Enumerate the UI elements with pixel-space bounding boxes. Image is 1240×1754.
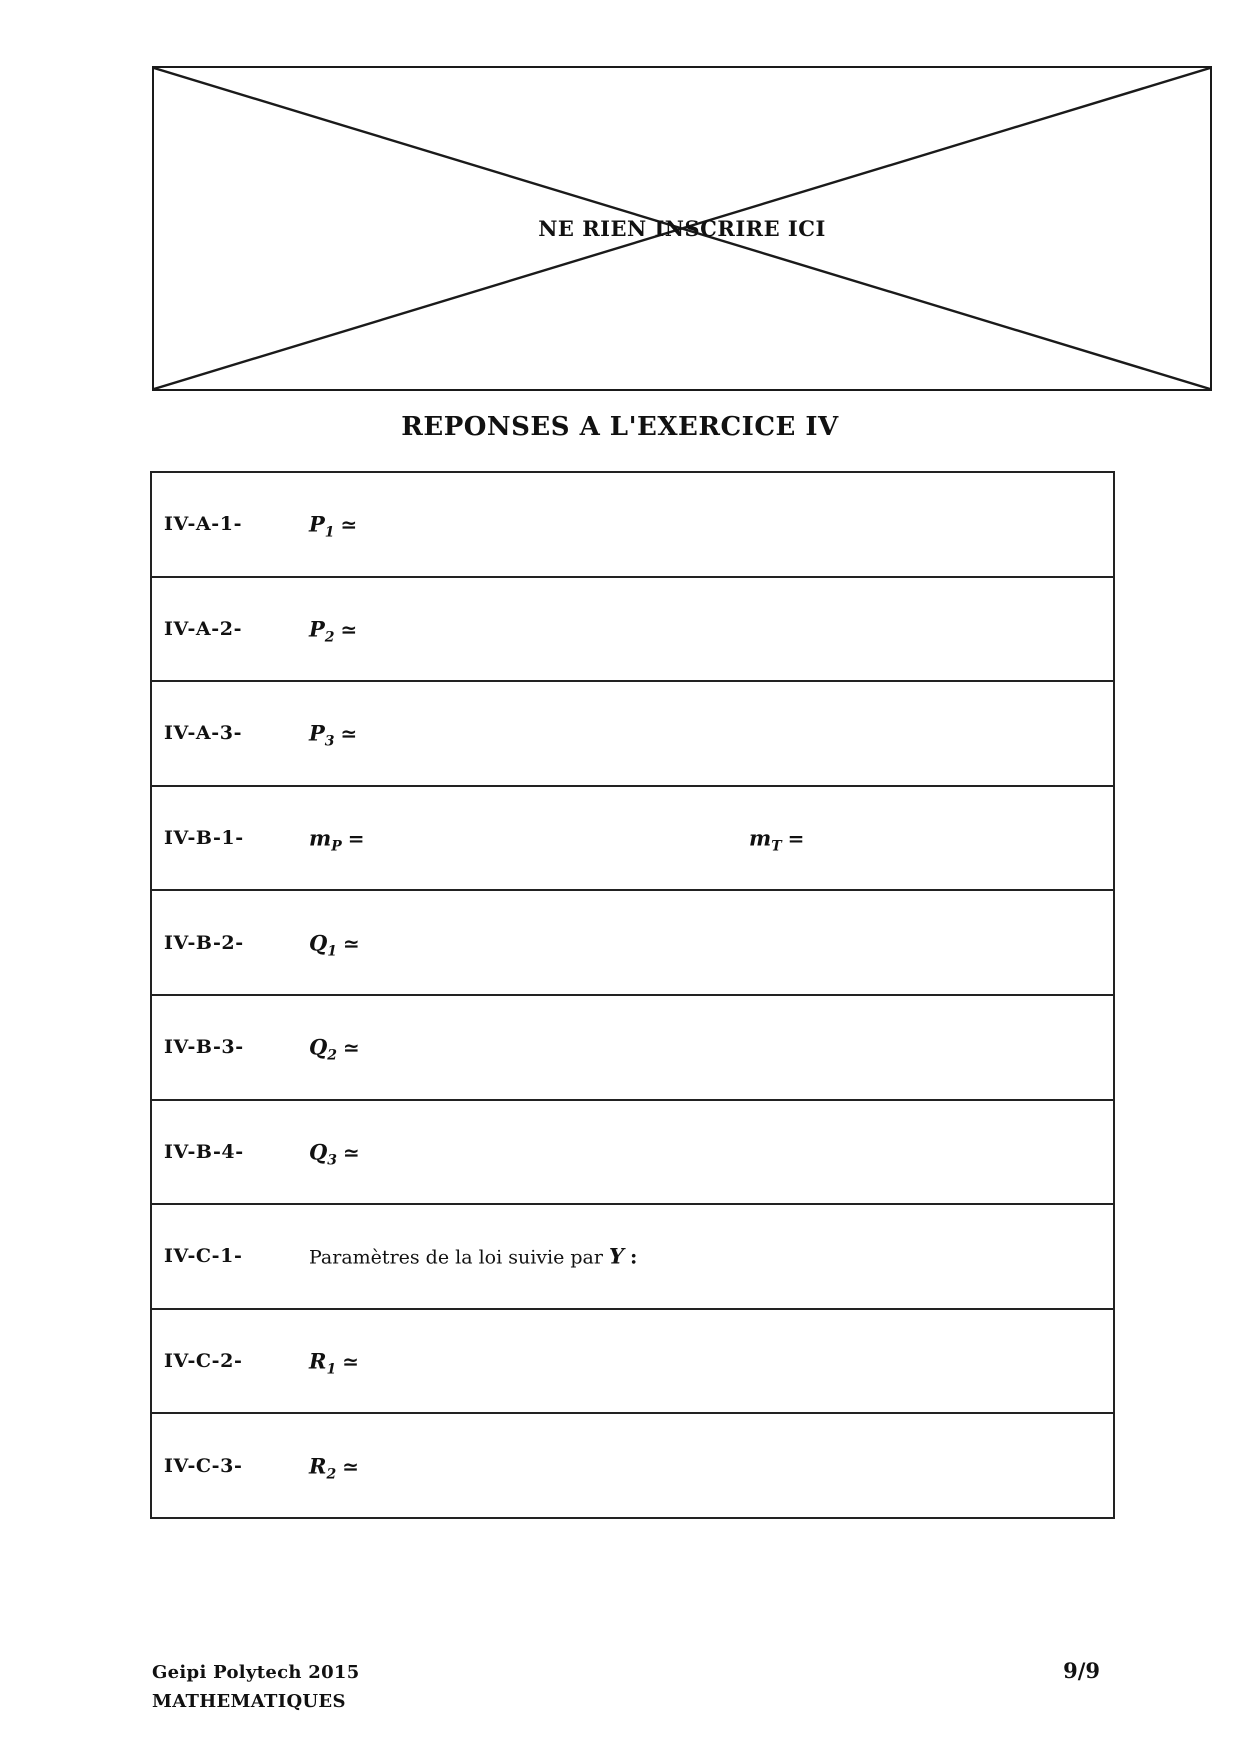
table-row [152, 473, 1113, 576]
answer-prompt [749, 825, 805, 855]
table-row [152, 994, 1113, 1099]
row-label: IV-C-2- [164, 1350, 243, 1373]
relation-sign: ≃ [340, 617, 358, 642]
relation-sign: ≃ [343, 931, 360, 956]
relation-sign: ≃ [340, 721, 358, 746]
relation-sign: ≃ [343, 1035, 360, 1060]
relation-sign: = [347, 826, 365, 851]
math-subscript: 2 [327, 1047, 338, 1064]
relation-sign: ≃ [342, 1349, 359, 1374]
math-symbol: P [309, 616, 325, 642]
math-symbol: P [309, 720, 325, 746]
row-label: IV-A-3- [164, 722, 243, 745]
prompt-text: Paramètres de la loi suivie par [309, 1246, 609, 1269]
table-row [152, 1203, 1113, 1308]
math-subscript: T [771, 838, 782, 855]
math-symbol: m [749, 825, 772, 851]
math-symbol: Q [309, 1034, 328, 1060]
answer-prompt [309, 1348, 359, 1378]
do-not-write-label: NE RIEN INSCRIRE ICI [538, 215, 826, 241]
table-row [152, 1099, 1113, 1204]
answer-prompt [309, 511, 358, 541]
table-row [152, 1412, 1113, 1517]
math-symbol: R [309, 1453, 327, 1479]
answer-prompt [309, 1139, 360, 1169]
answer-prompt [309, 616, 358, 646]
relation-sign: ≃ [343, 1140, 360, 1165]
answer-prompt [309, 930, 360, 960]
math-subscript: 3 [324, 733, 335, 750]
table-row [152, 785, 1113, 890]
page-title: REPONSES A L'EXERCICE IV [401, 412, 839, 442]
table-row [152, 576, 1113, 681]
relation-sign: ≃ [342, 1454, 359, 1479]
math-symbol: R [309, 1348, 327, 1374]
relation-sign: = [787, 826, 805, 851]
answer-prompt [309, 1034, 360, 1064]
math-symbol: Y [608, 1243, 624, 1269]
math-symbol: Q [309, 1139, 328, 1165]
table-row [152, 1308, 1113, 1413]
row-label: IV-A-2- [164, 617, 243, 640]
math-subscript: P [331, 838, 342, 855]
row-label: IV-B-4- [164, 1140, 244, 1163]
page-number: 9/9 [1063, 1658, 1100, 1683]
math-symbol: m [309, 825, 332, 851]
footer-left [152, 1658, 360, 1716]
math-subscript: 2 [326, 1466, 337, 1483]
answer-table [150, 471, 1115, 1519]
relation-sign: : [629, 1244, 638, 1269]
row-label: IV-B-2- [164, 931, 244, 954]
math-subscript: 1 [324, 524, 335, 541]
math-symbol: P [309, 511, 325, 537]
answer-prompt [309, 1244, 637, 1269]
answer-prompt [309, 825, 365, 855]
row-label: IV-A-1- [164, 513, 243, 536]
math-symbol: Q [309, 930, 328, 956]
math-subscript: 1 [327, 943, 338, 960]
table-row [152, 889, 1113, 994]
row-label: IV-B-1- [164, 827, 244, 850]
footer-exam-name: Geipi Polytech 2015 [152, 1662, 360, 1683]
table-row [152, 680, 1113, 785]
math-subscript: 1 [326, 1361, 337, 1378]
answer-prompt [309, 1453, 359, 1483]
relation-sign: ≃ [340, 512, 358, 537]
do-not-write-box [152, 66, 1212, 391]
answer-prompt [309, 720, 358, 750]
math-subscript: 3 [327, 1152, 338, 1169]
footer-subject: MATHEMATIQUES [152, 1691, 346, 1712]
math-subscript: 2 [324, 629, 335, 646]
row-label: IV-C-3- [164, 1454, 243, 1477]
row-label: IV-B-3- [164, 1036, 244, 1059]
row-label: IV-C-1- [164, 1245, 243, 1268]
